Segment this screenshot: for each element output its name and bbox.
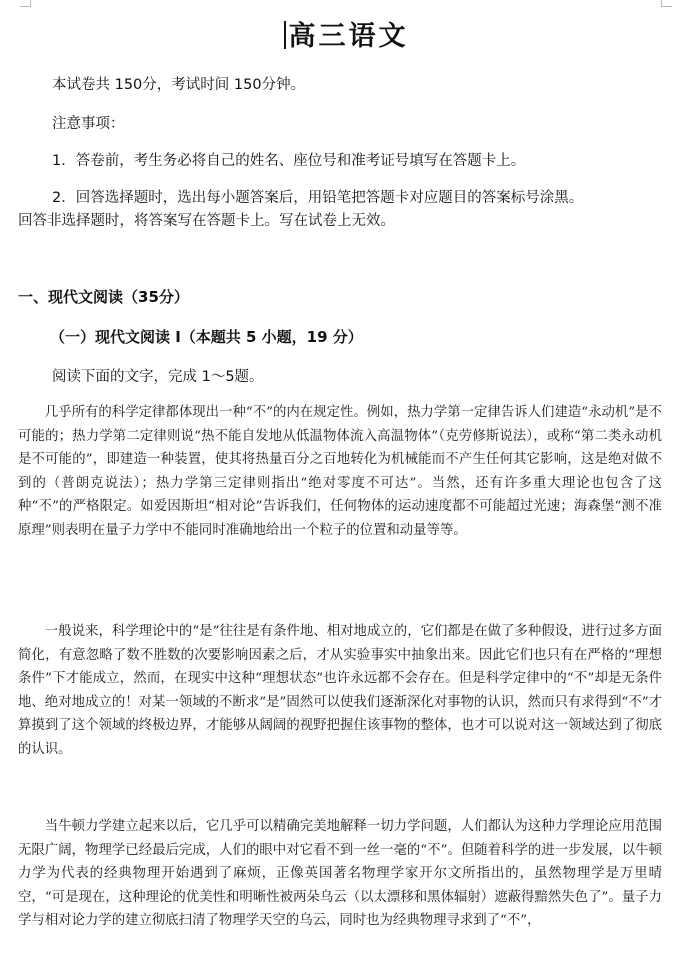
corner-crop-mark-left bbox=[20, 0, 31, 7]
passage-paragraph-1: 几乎所有的科学定律都体现出一种“不”的内在规定性。例如，热力学第一定律告诉人们建造“永动机”是不可能的；热力学第二定律则说“热不能自发地从低温物体流入高温物体”（克劳修斯说法），或称“第二类永动机是不可能的”，即建造一种装置，使其将热量百分之百地转化为机械能而不产生任何其它影响，这是绝对做不到的（普朗克说法）；热力学第三定律则指出“绝对零度不可达”。当然，还有许多重大理论也包含了这种“不”的严格限定。如爱因斯坦“相对论”告诉我们，任何物体的运动速度都不可能超过光速；海森堡“测不准原理”则表明在量子力学中不能同时准确地给出一个粒子的位置和动量等等。 bbox=[18, 405, 662, 538]
passage-paragraph-3: 当牛顿力学建立起来以后，它几乎可以精确完美地解释一切力学问题，人们都认为这种力学理论应用范围无限广阔，物理学已经最后完成，人们的眼中对它看不到一丝一毫的“不”。但随着科学的进一步发展，以牛顿力学为代表的经典物理开始遇到了麻烦，正像英国著名物理学家开尔文所指出的，虽然物理学是万里晴空，“可是现在，这种理论的优美性和明晰性被两朵乌云（以太漂移和黑体辐射）遮蔽得黯然失色了”。量子力学与相对论力学的建立彻底扫清了物理学天空的乌云，同时也为经典物理寻求到了“不”， bbox=[18, 819, 662, 929]
passage-paragraph-2: 一般说来，科学理论中的“是”往往是有条件地、相对地成立的，它们都是在做了多种假设，进行过多方面简化，有意忽略了数不胜数的次要影响因素之后，才从实验事实中抽象出来。因此它们也只有在严格的“理想条件”下才能成立，然而，在现实中这种“理想状态”也许永远都不会存在。但是科学定律中的“不”却是无条件地、绝对地成立的！对某一领域的不断求“是”固然可以使我们逐渐深化对事物的认识，然而只有求得到“不”才算摸到了这个领域的终极边界，才能够从阔阔的视野把握住该事物的整体，也才可以说对这一领域达到了彻底的认识。 bbox=[18, 624, 662, 757]
text-cursor-icon bbox=[284, 21, 286, 49]
document-title: 高三语文 bbox=[288, 21, 409, 52]
reading-instruction: 阅读下面的文字，完成 1～5题。 bbox=[52, 369, 264, 385]
notes-heading: 注意事项： bbox=[52, 116, 125, 132]
section-heading: 一、现代文阅读（35分） bbox=[18, 288, 189, 306]
corner-crop-mark-right bbox=[661, 0, 672, 7]
note-item-2: 2．回答选择题时，选出每小题答案后，用铅笔把答题卡对应题目的答案标号涂黑。 bbox=[52, 190, 584, 206]
note-item-1: 1．答卷前，考生务必将自己的姓名、座位号和准考证号填写在答题卡上。 bbox=[52, 153, 526, 169]
subsection-heading: （一）现代文阅读 I（本题共 5 小题，19 分） bbox=[50, 328, 363, 346]
exam-info: 本试卷共 150分，考试时间 150分钟。 bbox=[52, 77, 306, 93]
note-item-2-continued: 回答非选择题时，将答案写在答题卡上。写在试卷上无效。 bbox=[18, 213, 395, 229]
title-block bbox=[0, 14, 692, 53]
